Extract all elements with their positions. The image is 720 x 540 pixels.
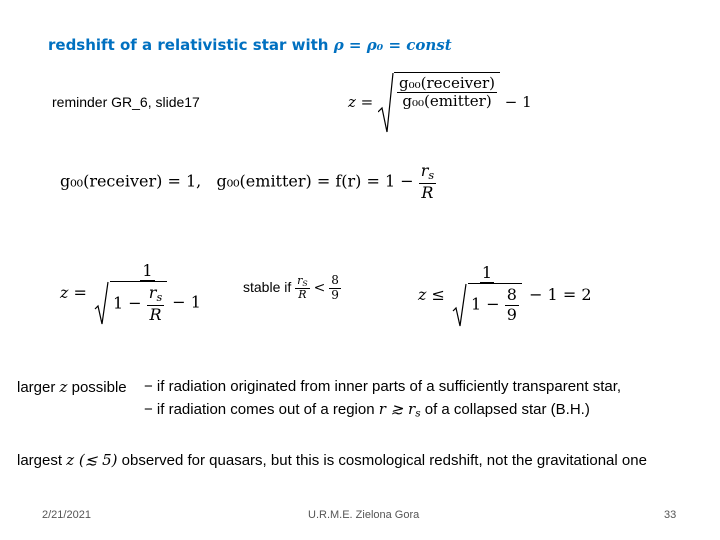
largest-rest: observed for quasars, but this is cosmological redshift, not the gravitational one (121, 452, 647, 469)
eq4-lhs: z ≤ (418, 285, 445, 305)
title-text: redshift of a relativistic star with (48, 36, 329, 54)
larger-word: larger (17, 379, 56, 396)
eq4-fraction (450, 264, 524, 327)
eq2-num-sub: s (428, 168, 435, 182)
eq2-part2: g₀₀(emitter) = f(r) = 1 − (216, 171, 414, 191)
reminder-note: reminder GR_6, slide17 (52, 94, 200, 110)
larger-z: z (59, 378, 68, 396)
eq3-num: 1 (142, 261, 153, 280)
eq3-fraction (92, 262, 203, 325)
larger-label (17, 378, 127, 396)
eq1-sqrt (378, 72, 500, 134)
largest-math: z (≲ 5) (66, 451, 118, 469)
footer-center: U.R.M.E. Zielona Gora (308, 509, 420, 521)
slide-title (48, 36, 452, 54)
largest-word: largest (17, 452, 63, 469)
stable-den: R (298, 288, 307, 302)
equation-redshift-bound (418, 264, 592, 327)
bullet-2-text-b: of a collapsed star (B.H.) (424, 401, 590, 418)
bullet-2-math-main: r ≳ r (378, 400, 416, 418)
stable-text: stable if (243, 279, 292, 295)
eq4-inner: 1 − (471, 294, 500, 314)
sqrt-icon (94, 281, 110, 325)
equation-redshift-star (60, 262, 203, 325)
equation-metric-components (60, 162, 436, 202)
larger-rest: possible (71, 379, 127, 396)
largest-line (17, 451, 647, 469)
eq1-lhs: z = (348, 93, 374, 111)
eq4-frac-den: 9 (506, 304, 517, 324)
bullet-2-math (379, 400, 421, 418)
sqrt-icon (452, 283, 468, 327)
eq1-tail: − 1 (504, 93, 532, 111)
eq3-frac-den: R (149, 305, 162, 325)
equation-redshift-definition (348, 72, 532, 134)
eq1-fraction (397, 75, 497, 111)
bullet-1: − if radiation originated from inner parts of a sufficiently transparent star, (144, 378, 622, 395)
bullet-2-text-a: − if radiation comes out of a region (144, 401, 375, 418)
eq3-lhs: z = (60, 283, 87, 303)
stable-num: r (297, 273, 303, 287)
stable-num-sub: S (302, 278, 308, 288)
eq4-tail: − 1 = 2 (529, 285, 592, 305)
eq3-inner: 1 − (113, 293, 142, 313)
eq2-fraction (419, 162, 436, 202)
eq3-frac-sub: s (156, 291, 163, 305)
sqrt-icon (378, 72, 394, 134)
footer-date: 2/21/2021 (42, 509, 91, 521)
title-math: ρ = ρ₀ = const (333, 36, 452, 54)
footer-page-number: 33 (664, 509, 677, 521)
eq4-frac-num: 8 (506, 285, 517, 305)
eq2-den: R (421, 182, 434, 202)
bullet-2-math-sub: s (415, 407, 421, 420)
eq3-frac-num: r (148, 283, 157, 303)
eq3-tail: − 1 (172, 292, 201, 312)
eq1-denominator: g₀₀(emitter) (402, 92, 492, 111)
eq4-num: 1 (481, 263, 493, 282)
stable-rhs-den: 9 (331, 287, 339, 302)
eq2-part1: g₀₀(receiver) = 1, (60, 171, 202, 191)
bullet-2 (144, 400, 590, 420)
eq1-numerator: g₀₀(receiver) (399, 74, 496, 92)
eq2-num: r (420, 161, 429, 180)
stable-rhs-num: 8 (331, 273, 339, 287)
stable-op: < (313, 280, 326, 296)
stability-condition (243, 274, 341, 303)
